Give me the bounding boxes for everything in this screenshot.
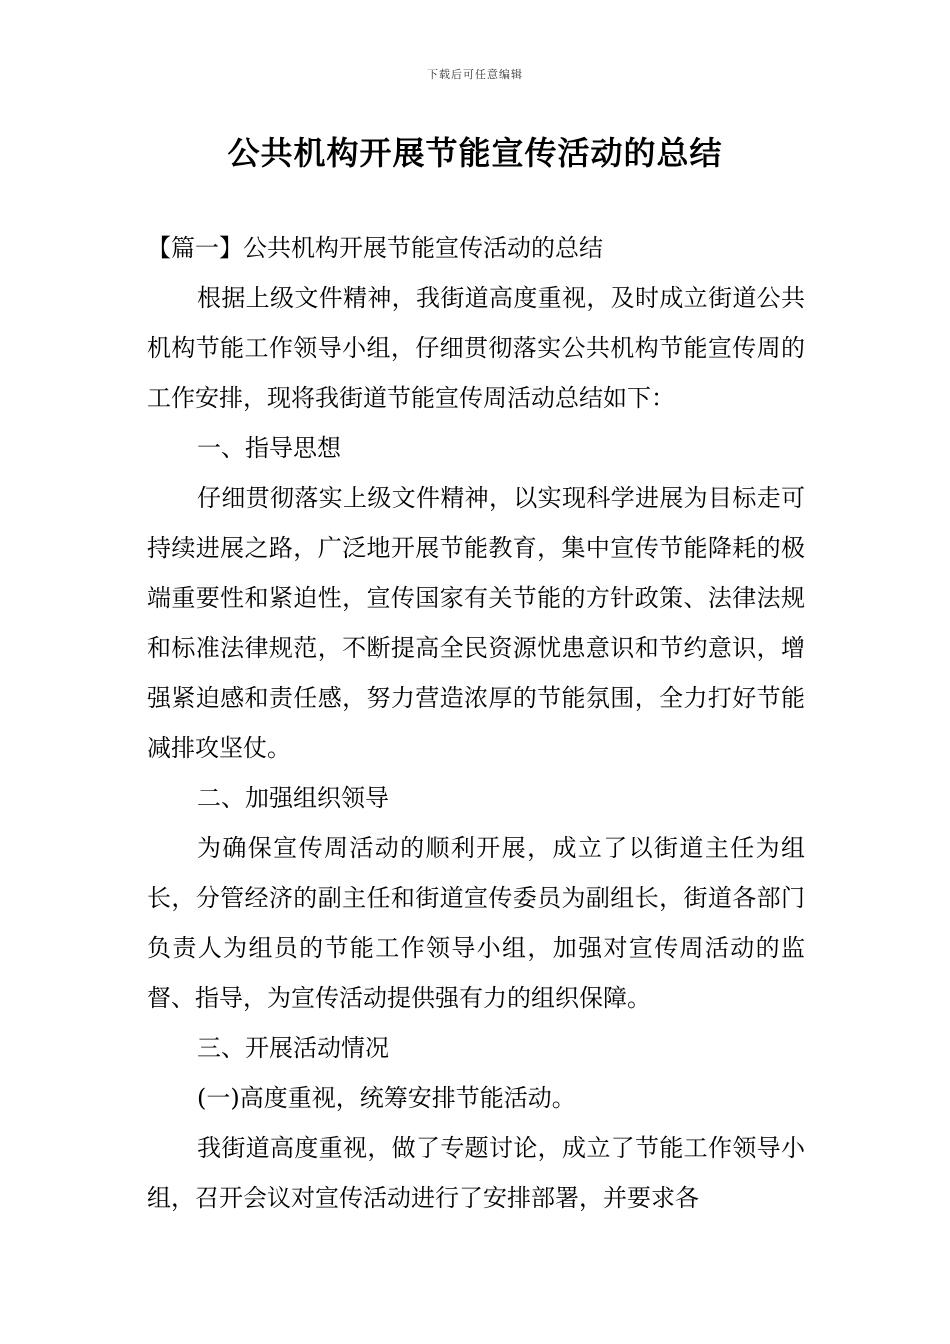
document-body <box>147 223 805 1223</box>
document-title: 公共机构开展节能宣传活动的总结 <box>227 134 723 172</box>
header-note: 下载后可任意编辑 <box>427 68 523 81</box>
paragraph-guiding-ideology: 仔细贯彻落实上级文件精神，以实现科学进展为目标走可持续进展之路，广泛地开展节能教育，集中宣传节能降耗的极端重要性和紧迫性，宣传国家有关节能的方针政策、法律法规和标准法律规范，不断提高全民资源忧患意识和节约意识，增强紧迫感和责任感，努力营造浓厚的节能氛围，全力打好节能减排攻坚仗。 <box>147 484 805 762</box>
subsection-heading-1: (一)高度重视，统筹安排节能活动。 <box>197 1084 576 1112</box>
paragraph-organization: 为确保宣传周活动的顺利开展，成立了以街道主任为组长，分管经济的副主任和街道宣传委员为副组长，街道各部门负责人为组员的节能工作领导小组，加强对宣传周活动的监督、指导，为宣传活动提供强有力的组织保障。 <box>147 834 805 1012</box>
paragraph-intro: 根据上级文件精神，我街道高度重视，及时成立街道公共机构节能工作领导小组，仔细贯彻落实公共机构节能宣传周的工作安排，现将我街道节能宣传周活动总结如下： <box>147 284 805 412</box>
article-label: 【篇一】公共机构开展节能宣传活动的总结 <box>147 234 603 262</box>
section-heading-activities: 三、开展活动情况 <box>197 1034 389 1062</box>
section-heading-guiding-ideology: 一、指导思想 <box>197 434 341 462</box>
paragraph-activities: 我街道高度重视，做了专题讨论，成立了节能工作领导小组，召开会议对宣传活动进行了安排部署，并要求各 <box>147 1134 805 1212</box>
section-heading-organization: 二、加强组织领导 <box>197 784 389 812</box>
